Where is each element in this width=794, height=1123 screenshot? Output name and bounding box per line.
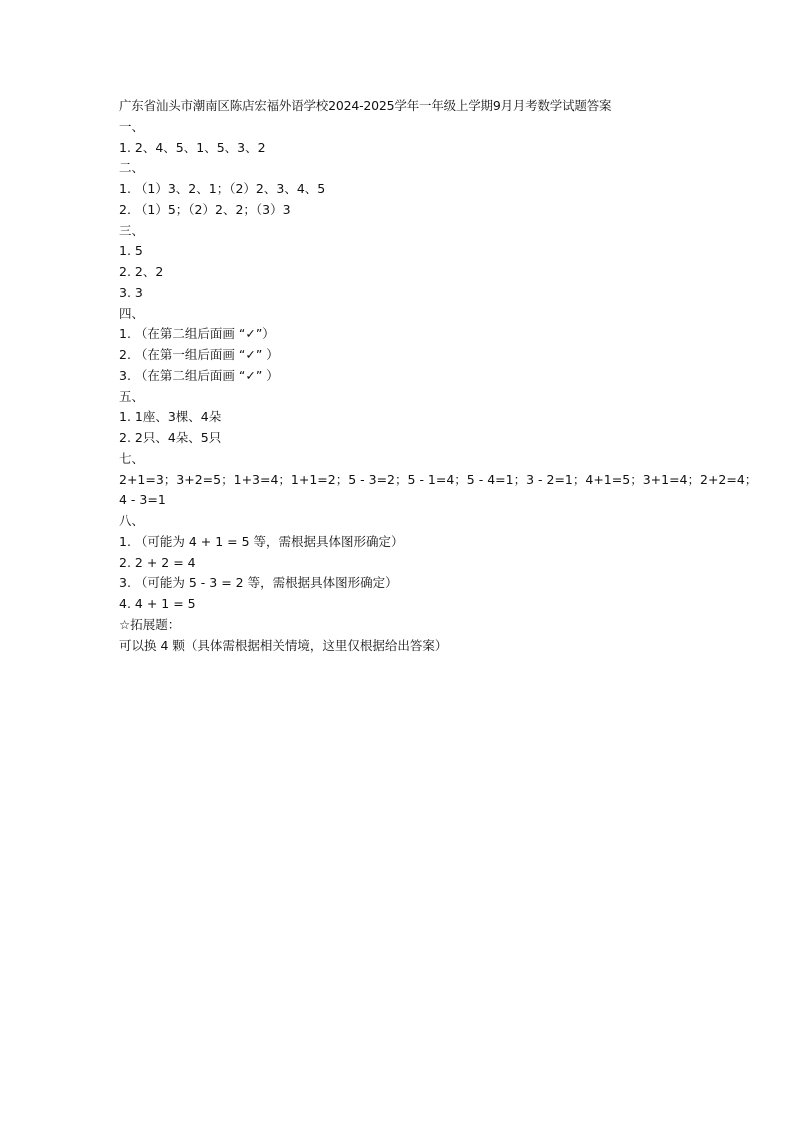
- extension-answer: 可以换 4 颗（具体需根据相关情境，这里仅根据给出答案）: [119, 637, 448, 653]
- section-heading-1: 一、: [119, 118, 145, 134]
- answer-line: 2. （1）5；（2）2、2；（3）3: [119, 201, 291, 217]
- answer-line: 4 - 3=1: [119, 492, 166, 508]
- section-heading-8: 八、: [119, 513, 145, 528]
- section-heading-2: 二、: [119, 160, 145, 176]
- answer-line: 3. （可能为 5 - 3 = 2 等，需根据具体图形确定）: [119, 575, 398, 591]
- answer-line: 2+1=3；3+2=5；1+3=4；1+1=2；5 - 3=2；5 - 1=4；5 - 4=1；3 - 2=1；4+1=5；3+1=4；2+2=4；: [119, 471, 758, 487]
- answer-line: 1. 5: [119, 243, 143, 259]
- answer-line: 3. 3: [119, 284, 143, 300]
- answer-line: 4. 4 + 1 = 5: [119, 596, 196, 611]
- document-title: 广东省汕头市潮南区陈店宏福外语学校2024-2025学年一年级上学期9月月考数学试题答案: [119, 98, 612, 113]
- section-heading-4: 四、: [119, 305, 145, 321]
- answer-line: 1. 1座、3棵、4朵: [119, 409, 222, 425]
- answer-line: 1. （1）3、2、1；（2）2、3、4、5: [119, 181, 326, 196]
- section-heading-7: 七、: [119, 450, 145, 466]
- answer-line: 1. （在第二组后面画 “✓”）: [119, 326, 275, 342]
- answer-line: 1. （可能为 4 + 1 = 5 等，需根据具体图形确定）: [119, 533, 404, 549]
- answer-line: 2. 2 + 2 = 4: [119, 554, 196, 570]
- answer-line: 2. （在第一组后面画 “✓” ）: [119, 347, 279, 362]
- answer-line: 1. 2、4、5、1、5、3、2: [119, 139, 266, 155]
- answer-line: 2. 2只、4朵、5只: [119, 430, 222, 445]
- extension-heading: ☆拓展题：: [119, 616, 181, 632]
- section-heading-5: 五、: [119, 388, 145, 404]
- answer-line: 2. 2、2: [119, 264, 164, 279]
- section-heading-3: 三、: [119, 222, 145, 238]
- answer-content: [119, 96, 758, 656]
- answer-line: 3. （在第二组后面画 “✓” ）: [119, 367, 279, 383]
